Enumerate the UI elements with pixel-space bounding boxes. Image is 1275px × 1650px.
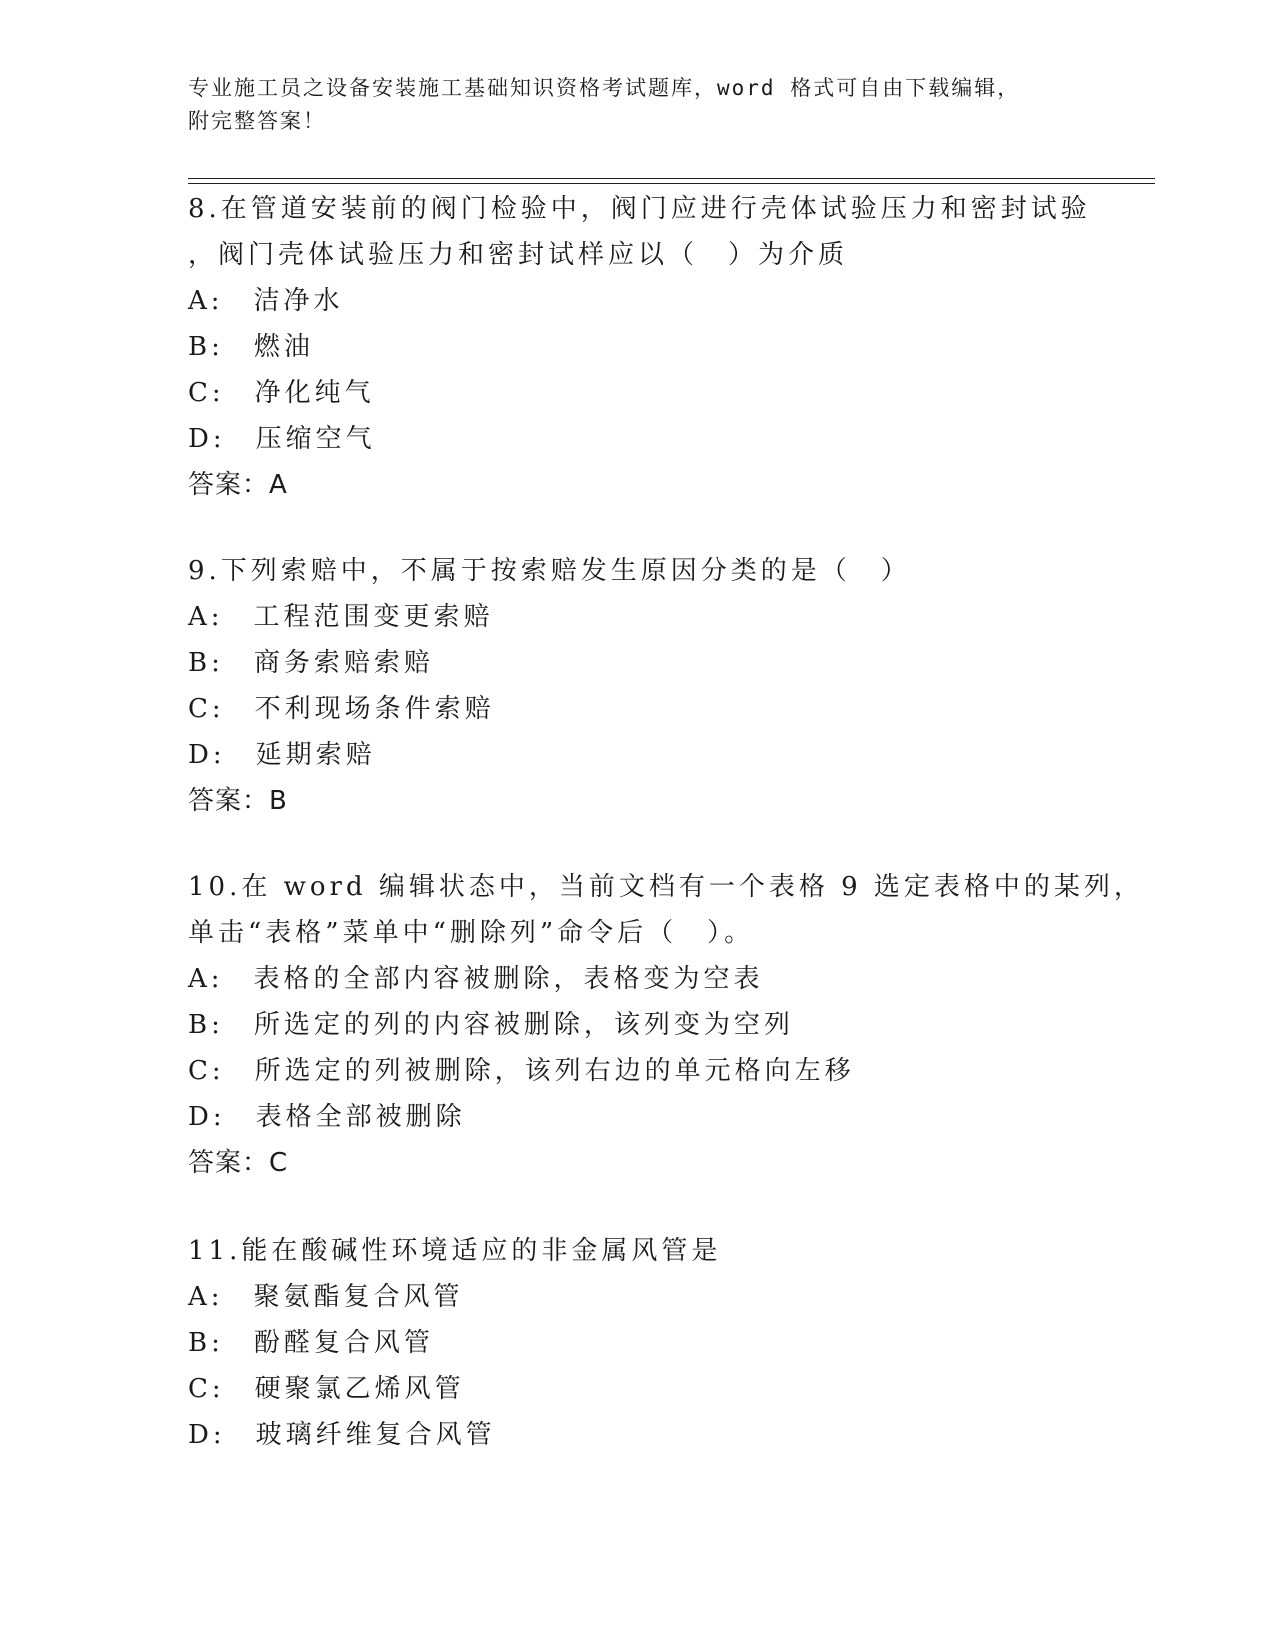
option-d: D: 压缩空气 [188, 424, 376, 454]
answer: 答案：A [188, 470, 288, 500]
question-10 [188, 864, 1144, 1186]
question-stem: 8.在管道安装前的阀门检验中，阀门应进行壳体试验压力和密封试验 [188, 194, 1091, 224]
option-d: D: 延期索赔 [188, 740, 376, 770]
header-line-2: 附完整答案！ [188, 109, 326, 133]
question-stem: 单击“表格”菜单中“删除列”命令后（ ）。 [188, 918, 755, 948]
option-c: C: 硬聚氯乙烯风管 [188, 1374, 465, 1404]
question-8 [188, 186, 1091, 508]
question-stem: 9.下列索赔中，不属于按索赔发生原因分类的是（ ） [188, 556, 911, 586]
option-c: C: 净化纯气 [188, 378, 375, 408]
question-stem: 11.能在酸碱性环境适应的非金属风管是 [188, 1236, 722, 1266]
option-b: B: 商务索赔索赔 [188, 648, 434, 678]
option-c: C: 所选定的列被删除，该列右边的单元格向左移 [188, 1056, 855, 1086]
question-9 [188, 548, 1088, 824]
option-a: A: 工程范围变更索赔 [188, 602, 494, 632]
answer: 答案：C [188, 1148, 289, 1178]
header-divider-top [188, 178, 1155, 179]
option-a: A: 洁净水 [188, 286, 344, 316]
header-line-1: 专业施工员之设备安装施工基础知识资格考试题库，word 格式可自由下载编辑， [188, 76, 1021, 100]
document-header [188, 72, 1068, 138]
option-c: C: 不利现场条件索赔 [188, 694, 495, 724]
option-b: B: 所选定的列的内容被删除，该列变为空列 [188, 1010, 794, 1040]
option-b: B: 燃油 [188, 332, 314, 362]
option-a: A: 表格的全部内容被删除，表格变为空表 [188, 964, 764, 994]
option-b: B: 酚醛复合风管 [188, 1328, 434, 1358]
question-stem: ，阀门壳体试验压力和密封试样应以（ ）为介质 [188, 240, 849, 270]
question-11 [188, 1228, 1088, 1458]
option-a: A: 聚氨酯复合风管 [188, 1282, 464, 1312]
header-divider-bottom [188, 183, 1155, 184]
answer: 答案：B [188, 786, 288, 816]
option-d: D: 表格全部被删除 [188, 1102, 466, 1132]
question-stem: 10.在 word 编辑状态中，当前文档有一个表格 9 选定表格中的某列， [188, 872, 1144, 902]
option-d: D: 玻璃纤维复合风管 [188, 1420, 496, 1450]
